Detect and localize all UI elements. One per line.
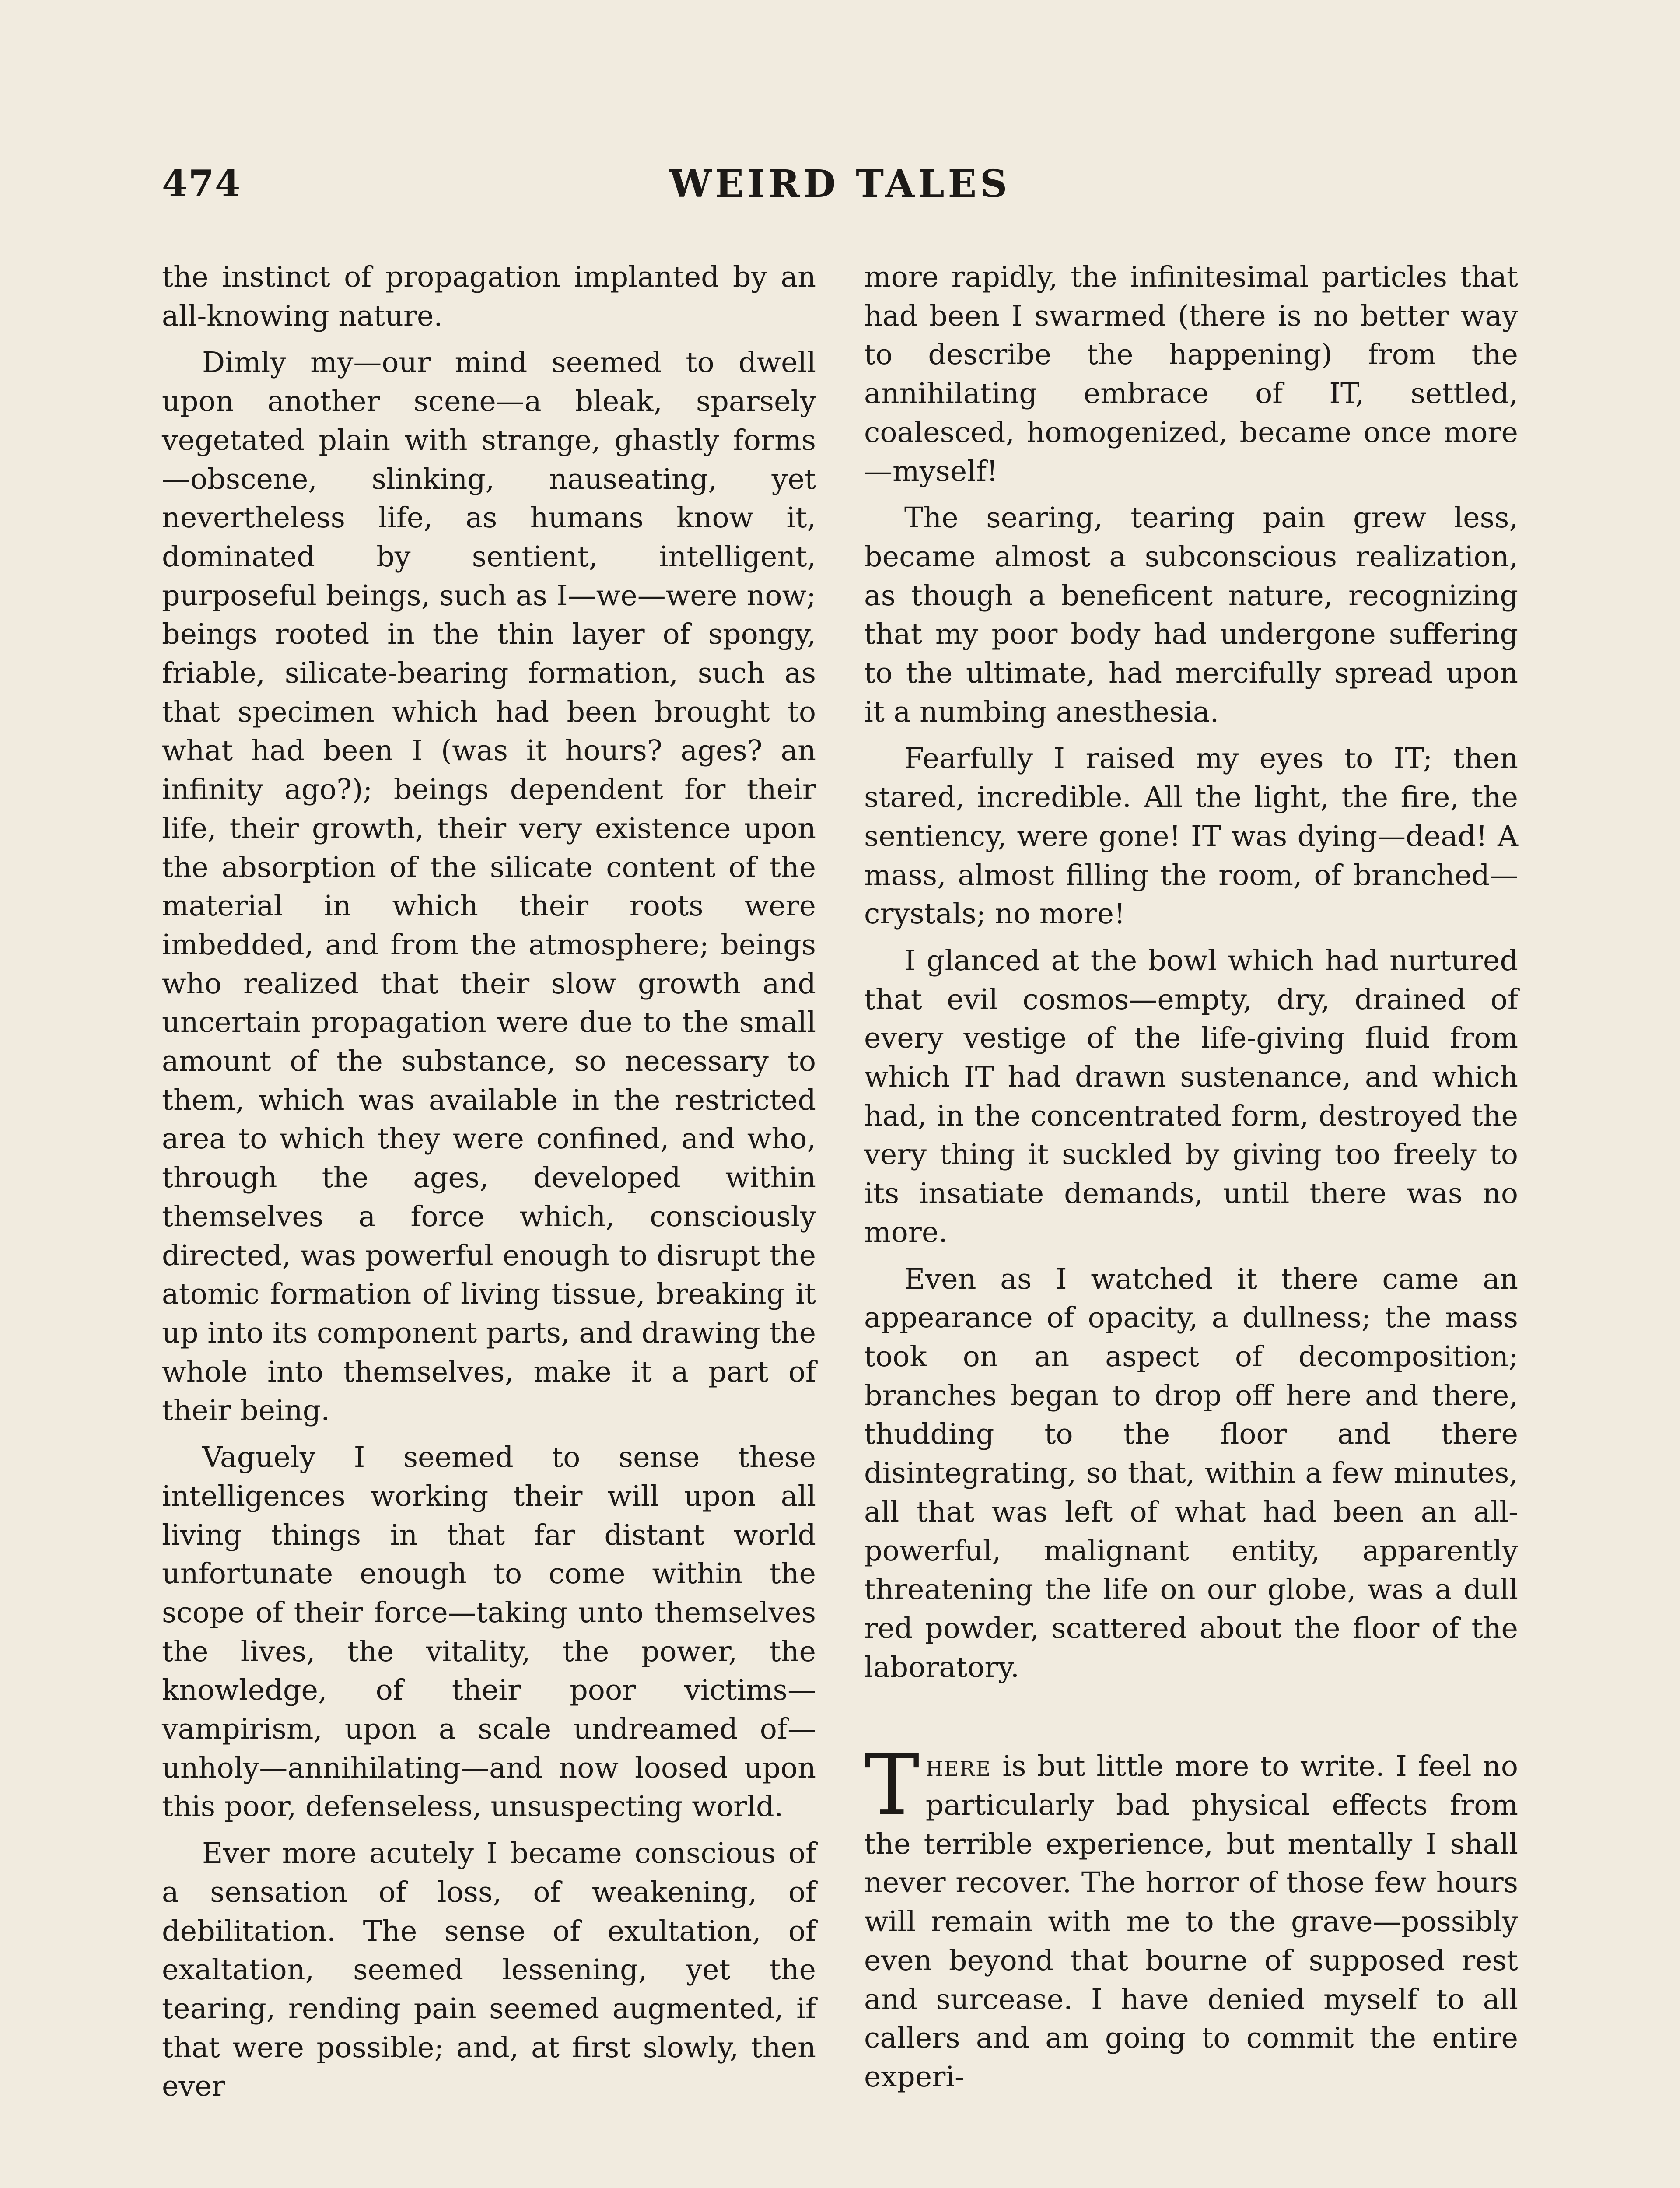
running-title: WEIRD TALES [669,162,1011,206]
paragraph: I glanced at the bowl which had nurtured that evil cosmos—empty, dry, drained of every vestige of the life-giving fluid from which IT had drawn sustenance, and which had, in the concentrated form, destroyed the very thing it suckled by giving too freely to its insatiate demands, until there was no more. [864,944,1518,1249]
paragraph: The searing, tearing pain grew less, became almost a subconscious realization, as though a beneficent nature, recognizing that my poor body had undergone suffering to the ultimate, had mercifully spread upon it a numbing anesthesia. [864,501,1518,729]
section-break [864,1695,1518,1747]
drop-cap: T [864,1737,920,1834]
paragraph: Vaguely I seemed to sense these intelligences working their will upon all living things in that far distant world unfortunate enough to come within the scope of their force—taking unto themselves the lives, the vitality, the power, the knowledge, of their poor victims—vampirism, upon a scale undreamed of—unholy—annihilating—and now loosed upon this poor, defenseless, unsuspecting world. [162,1441,816,1823]
lead-in-small-caps: here [925,1750,991,1783]
paragraph: Fearfully I raised my eyes to IT; then stared, incredible. All the light, the fire, the sentiency, were gone! IT was dying—dead! A mass, almost filling the room, of branched—crystals; no more! [864,742,1518,931]
page-number: 474 [162,162,242,205]
paragraph: more rapidly, the infinitesimal particles that had been I swarmed (there is no better way to describe the happening) from the annihilating embrace of IT, settled, coalesced, homogenized, became once more—myself! [864,261,1518,488]
paragraph: Ever more acutely I became conscious of a sensation of loss, of weakening, of debilitation. The sense of exultation, of exaltation, seemed lessening, yet the tearing, rending pain seemed augmented, if that were possible; and, at first slowly, then ever [162,1837,816,2103]
final-paragraph [864,1737,1518,2097]
paragraph: Even as I watched it there came an appearance of opacity, a dullness; the mass took on an aspect of decomposition; branches began to drop off here and there, thudding to the floor and there disintegrating, so that, within a few minutes, all that was left of what had been an all-powerful, malignant entity, apparently threatening the life on our globe, was a dull red powder, scattered about the floor of the laboratory. [864,1262,1518,1684]
final-paragraph-text: is but little more to write. I feel no particularly bad physical effects from the terrible experience, but mentally I shall never recover. The horror of those few hours will remain with me to the grave—possibly even beyond that bourne of supposed rest and surcease. I have denied myself to all callers and am going to commit the entire experi- [864,1750,1518,2093]
right-column [864,258,1518,2105]
page-header [162,162,1518,228]
left-column [162,258,816,2114]
paragraph: Dimly my—our mind seemed to dwell upon another scene—a bleak, sparsely vegetated plain with strange, ghastly forms—obscene, slinking, nauseating, yet nevertheless life, as humans know it, dominated by sentient, intelligent, purposeful beings, such as I—we—were now; beings rooted in the thin layer of spongy, friable, silicate-bearing formation, such as that specimen which had been brought to what had been I (was it hours? ages? an infinity ago?); beings dependent for their life, their growth, their very existence upon the absorption of the silicate content of the material in which their roots were imbedded, and from the atmosphere; beings who realized that their slow growth and uncertain propagation were due to the small amount of the substance, so necessary to them, which was available in the restricted area to which they were confined, and who, through the ages, developed within themselves a force which, consciously directed, was powerful enough to disrupt the atomic formation of living tissue, breaking it up into its component parts, and drawing the whole into themselves, make it a part of their being. [162,346,816,1427]
paragraph: the instinct of propagation implanted by an all-knowing nature. [162,261,816,333]
